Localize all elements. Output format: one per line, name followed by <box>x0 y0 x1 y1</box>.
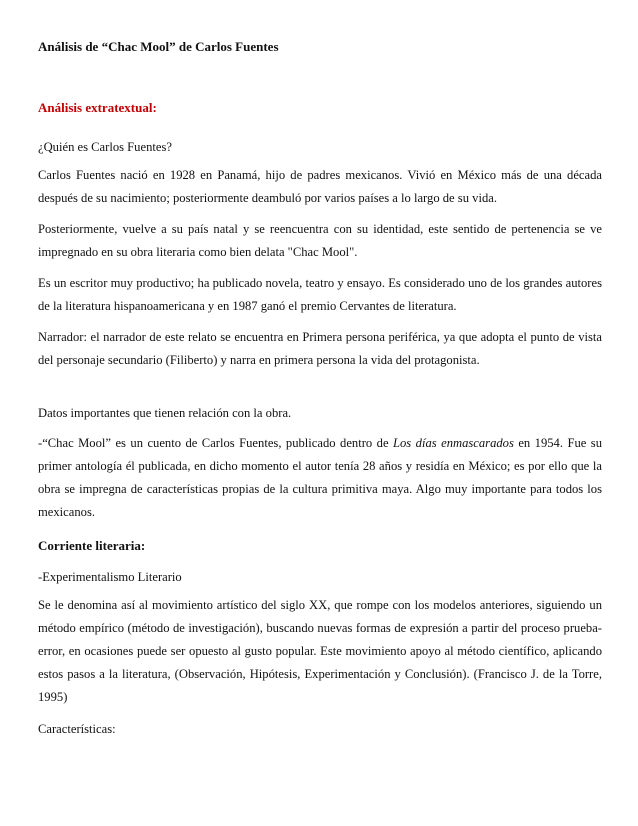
paragraph-productive: Es un escritor muy productivo; ha publicado novela, teatro y ensayo. Es considerado uno de los grandes autores de la literatura hispanoamericana y en 1987 ganó el premio Cervantes de literatura. <box>38 276 602 313</box>
paragraph-narrator: Narrador: el narrador de este relato se encuentra en Primera persona periférica, ya que adopta el punto de vista del personaje secundario (Filiberto) y narra en primera persona la vida del protagonista. <box>38 330 602 367</box>
datos-heading: Datos importantes que tienen relación con la obra. <box>38 406 292 420</box>
paragraph-chac-mool-publication <box>38 432 602 524</box>
section-heading-extratextual: Análisis extratextual: <box>38 100 157 115</box>
document-title: Análisis de “Chac Mool” de Carlos Fuentes <box>38 39 279 54</box>
paragraph-birth: Carlos Fuentes nació en 1928 en Panamá, hijo de padres mexicanos. Vivió en México más de una década después de su nacimiento; posteriormente deambuló por varios países a lo largo de su vida. <box>38 168 602 205</box>
paragraph-experimentalismo: Se le denomina así al movimiento artístico del siglo XX, que rompe con los modelos anteriores, siguiendo un método empírico (método de investigación), buscando nuevas formas de expresión a partir del proceso prueba-error, en ocasiones puede ser opuesto al gusto popular. Este movimiento apoyo al método científico, aplicando estos pasos a la literatura, (Observación, Hipótesis, Experimentación y Conclusión). (Francisco J. de la Torre, 1995) <box>38 598 602 704</box>
caracteristicas-label: Características: <box>38 722 116 736</box>
paragraph-identity: Posteriormente, vuelve a su país natal y se reencuentra con su identidad, este sentido de pertenencia se ve impregnado en su obra literaria como bien delata "Chac Mool". <box>38 222 602 259</box>
question-line: ¿Quién es Carlos Fuentes? <box>38 140 172 154</box>
book-title-italic: Los días enmascarados <box>393 436 514 450</box>
section-heading-corriente: Corriente literaria: <box>38 538 146 553</box>
corriente-item: -Experimentalismo Literario <box>38 570 182 584</box>
publication-text-after: en 1954. Fue su primer antología él publicada, en dicho momento el autor tenía 28 años y residía en México; es por ello que la obra se impregna de características propias de la cultura primitiva maya. Algo muy importante para todos los mexicanos. <box>38 436 603 519</box>
publication-text-before: -“Chac Mool” es un cuento de Carlos Fuentes, publicado dentro de <box>38 436 393 450</box>
